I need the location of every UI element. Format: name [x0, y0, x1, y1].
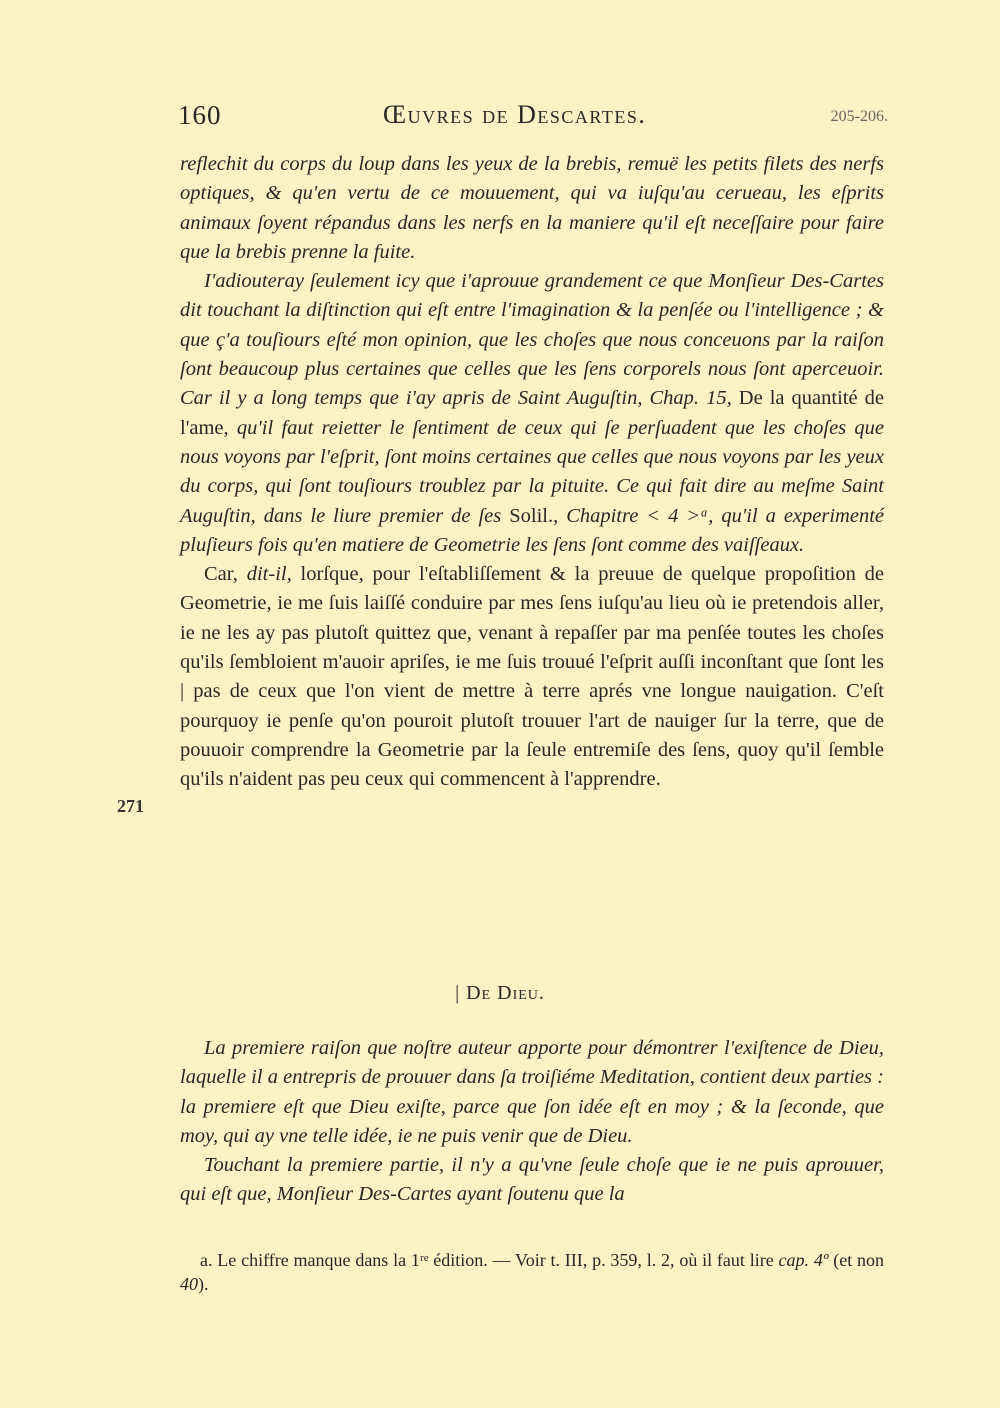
paragraph-5: Touchant la premiere partie, il n'y a qu'vne ſeule choſe que ie ne puis aprouuer, qui eſt que, Monſieur Des-Cartes ayant ſoutenu que la — [180, 1154, 884, 1206]
section-heading — [0, 982, 1000, 1005]
paragraph-3-part-c: lorſque, pour l'eſtabliſſement & la preuue de quelque propoſition de Geometrie, ie me ſuis laiſſé conduire par mes ſens iuſqu'au lieu où ie pretendois aller, ie ne les ay pas plutoſt quittez que, venant à repaſſer par ma penſée toutes les choſes qu'ils ſembloient m'auoir apriſes, ie me ſuis trouué l'eſprit auſſi inconſtant que ſont les | pas de ceux que l'on vient de mettre à terre aprés vne longue nauigation. C'eſt pourquoy ie penſe qu'on pouroit plutoſt trouuer l'art de nauiger ſur la terre, que de pouuoir comprendre la Geometrie par la ſeule entremiſe des ſens, quoy qu'il ſemble qu'ils n'aident pas peu ceux qui commencent à l'apprendre. — [180, 563, 885, 791]
paragraph-3-part-b: dit-il, — [246, 563, 292, 586]
page-number: 160 — [178, 100, 222, 130]
paragraph-4: La premiere raiſon que noſtre auteur apporte pour démontrer l'exiſtence de Dieu, laquelle il a entrepris de prouuer dans ſa troiſiéme Meditation, contient deux parties : la premiere eſt que Dieu exiſte, parce que ſon idée eſt en moy ; & la ſeconde, que moy, qui ay vne telle idée, ie ne puis venir que de Dieu. — [180, 1037, 884, 1147]
running-title: Œuvres de Descartes. — [383, 100, 647, 129]
paragraph-2-part-d: Solil., — [509, 504, 559, 527]
paragraph-2-part-e: Chapitre < 4 >ᵃ, qu'il a experimenté pluſieurs fois qu'en matiere de Geometrie les ſens ſont comme des vaiſſeaux. — [180, 504, 884, 556]
footnote-text-d: 40 — [180, 1274, 198, 1294]
running-head — [178, 100, 888, 140]
paragraph-1: reflechit du corps du loup dans les yeux de la brebis, remuë les petits filets des nerfs optiques, & qu'en vertu de ce mouuement, qui va iuſqu'au cerueau, les eſprits animaux ſoyent répandus dans les nerfs en la maniere qu'il eſt neceſſaire pour faire que la brebis prenne la fuite. — [180, 153, 884, 263]
footnote-text-e: ). — [198, 1274, 209, 1294]
paragraph-2-part-a: I'adiouteray ſeulement icy que i'aprouue grandement ce que Monſieur Des-Cartes dit touchant la diſtinction qui eſt entre l'imagination & la penſée ou l'intelligence ; & que ç'a touſiours eſté mon opinion, que les choſes que nous conceuons par la raiſon ſont beaucoup plus certaines que celles que les ſens corporels nous ſont aperceuoir. Car il y a long temps que i'ay apris de Saint Auguſtin, Chap. 15, — [180, 270, 884, 410]
paragraph-3 — [180, 560, 884, 794]
section-heading-text: De Dieu. — [466, 982, 545, 1004]
footnote-text-c: (et non — [833, 1250, 885, 1270]
second-text-block — [180, 1034, 884, 1210]
page-range: 205-206. — [830, 108, 888, 125]
footnote — [180, 1248, 884, 1296]
footnote-text-a: a. Le chiffre manque dans la 1ʳᵉ édition. — Voir t. III, p. 359, l. 2, où il faut lire — [200, 1250, 774, 1270]
footnote-text-b: cap. 4º — [778, 1250, 829, 1270]
margin-page-number: 271 — [117, 796, 144, 816]
paragraph-2 — [180, 267, 884, 560]
paragraph-2-part-b: De la quantité de l'ame, — [180, 387, 884, 439]
section-heading-bar: | — [455, 982, 461, 1004]
footnote-a — [180, 1248, 884, 1296]
paragraph-2-part-c: qu'il faut reietter le ſentiment de ceux qui ſe perſuadent que les choſes que nous voyons par l'eſprit, ſont moins certaines que celles que nous voyons par les yeux du corps, qui ſont touſiours troublez par la pituite. Ce qui fait dire au meſme Saint Auguſtin, dans le liure premier de ſes — [180, 416, 884, 527]
main-text-block — [180, 150, 884, 795]
paragraph-3-part-a: Car, — [204, 563, 238, 586]
